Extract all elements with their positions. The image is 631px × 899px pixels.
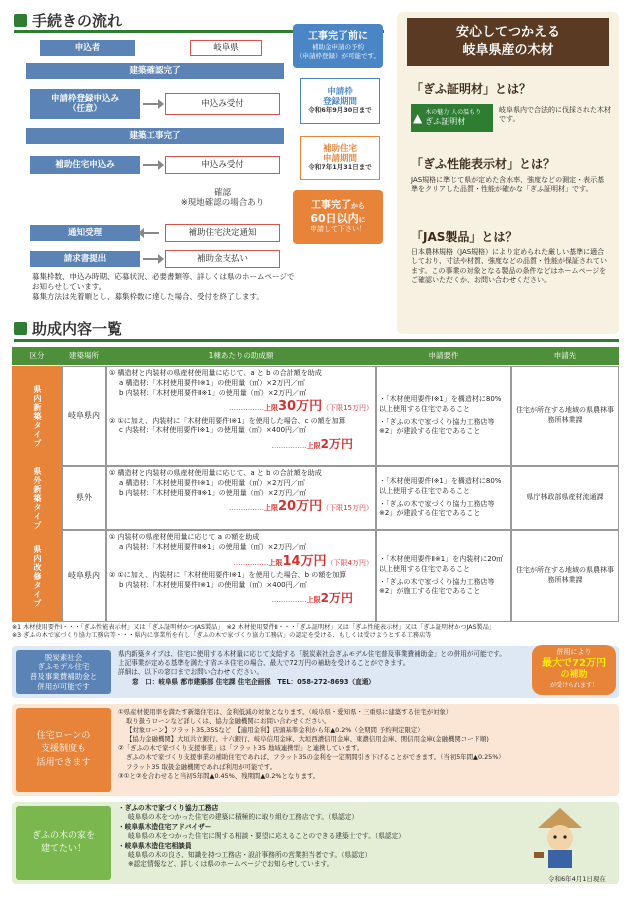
cap1-b: 30万円 <box>277 399 323 415</box>
accept2-label: 申込み受付 <box>201 159 244 170</box>
arrow-right-icon <box>143 164 159 166</box>
badge2: 最大で72万円 <box>542 658 606 670</box>
cap4-c: （下限4万円） <box>326 558 373 567</box>
before-box <box>293 24 383 68</box>
accept1-label: 申込み受付 <box>201 98 244 109</box>
within-d: に <box>358 216 366 225</box>
check-label: 確認 <box>213 187 231 198</box>
combo-text <box>118 650 528 687</box>
cap1-c: （下限15万円） <box>322 404 373 413</box>
cap2: ……………上限2万円 <box>271 437 353 452</box>
quota-opt-label: （任意） <box>67 104 102 114</box>
build-h2: ・岐阜県木造住宅アドバイザー <box>118 822 212 831</box>
build-t3: 岐阜県の木の良さ、知識を持つ工務店・設計事務所の営業担当者です。（県認定） <box>128 850 372 859</box>
mascot-icon <box>530 806 590 872</box>
type3-cell <box>12 530 62 622</box>
dest2: 県庁林政部県産材流通課 <box>526 493 604 502</box>
wood-panel <box>397 12 619 334</box>
wood-q3: 「JAS製品」とは？ <box>411 230 518 244</box>
decide-label: 補助住宅決定通知 <box>188 227 257 238</box>
section-mark-icon <box>14 14 27 27</box>
req2b: ・「ぎふの木で家づくり協力工務店等※2」が建設する住宅であること <box>379 499 495 518</box>
dest3: 住宅が所在する地域の県農林事務所林業課 <box>516 566 614 584</box>
footnotes <box>12 624 619 641</box>
pref-label: 岐阜県 <box>213 42 239 53</box>
r1d: ② ①に加え、内装材に「木材使用要件Ⅰ※1」を使用した場合、c の額を加算 <box>109 416 346 425</box>
accept1-box <box>165 93 280 115</box>
fn1: ※1 木材使用要件Ⅰ・・・「ぎふ性能表示材」又は「ぎふ証明材かつJAS製品」 ※2 木材使用要件Ⅱ・・・「ぎふ証明材」又は「ぎふ性能表示材」又は「ぎふ証明材かつJAS製品」 <box>12 624 495 631</box>
r1c: b 内装材:「木材使用要件Ⅱ※1」の使用量（㎥）×2万円／㎥ <box>119 388 307 397</box>
type1-label: 県内新築タイプ <box>33 384 42 448</box>
arrow-right-icon <box>143 103 159 105</box>
period2-date: 令和7年1月31日まで <box>308 163 372 172</box>
req1-cell <box>376 366 511 466</box>
period1-title: 申請枠 <box>327 86 353 97</box>
loan-t7: フラット35 取扱金融機関であれば利用が可能です。 <box>126 762 277 771</box>
check-box <box>165 185 280 211</box>
build-text <box>118 804 518 870</box>
dest3-cell <box>511 530 619 622</box>
wood-head1: 安心してつかえる <box>455 25 560 40</box>
r2b: a 構造材:「木材使用要件Ⅰ※1」の使用量（㎥）×2万円／㎥ <box>119 478 305 487</box>
r2a: ① 構造材と内装材の県産材使用量に応じて、a と b の合計額を助成 <box>109 469 322 477</box>
req1b: ・「ぎふの木で家づくり協力工務店等※2」が建設する住宅であること <box>379 417 495 436</box>
col-place: 建築場所 <box>69 351 99 360</box>
wood-header <box>407 18 609 66</box>
before-note2: （申請枠登録）が可能です。 <box>296 52 380 60</box>
col-dest: 申請先 <box>553 351 577 360</box>
combo-label <box>16 650 111 694</box>
invoice-label: 請求書提出 <box>63 253 107 264</box>
within-e: 申請して下さい！ <box>310 225 366 234</box>
col-type: 区分 <box>29 351 45 360</box>
req3a: ・「木材使用要件Ⅱ※1」を内装材に20㎡以上使用する住宅であること <box>379 554 504 573</box>
amount3-cell <box>106 530 376 622</box>
wood-q2: 「ぎふ性能表示材」とは？ <box>411 157 556 171</box>
loan-text <box>118 708 616 781</box>
pay-label: 補助金支払い <box>196 253 248 264</box>
cap5: ……………上限2万円 <box>271 591 353 606</box>
cap1: ……………上限30万円（下限15万円） <box>228 399 373 415</box>
combo-label4: 併用が可能です <box>37 681 90 691</box>
applicant-box <box>40 40 135 56</box>
invoice-box <box>30 251 140 267</box>
cap3-a: 上限 <box>263 504 278 513</box>
cap5-b: 2万円 <box>320 591 353 606</box>
loan-t4: 【協力金融機関】大垣共立銀行、十六銀行、岐阜信用金庫、大垣西濃信用金庫、東濃信用金庫、関信用金庫(金融機関コード順) <box>126 735 489 744</box>
amount1-cell <box>106 366 376 466</box>
r2c: b 内装材:「木材使用要件Ⅱ※1」の使用量（㎥）×2万円／㎥ <box>119 488 307 497</box>
col-amount: 1棟あたりの助成額 <box>208 351 274 360</box>
before-title: 工事完了前に <box>308 31 368 43</box>
r1b: a 構造材:「木材使用要件Ⅰ※1」の使用量（㎥）×2万円／㎥ <box>119 378 305 387</box>
notice-recv-box <box>30 225 140 241</box>
period1-box <box>300 78 380 124</box>
loan-label <box>16 708 111 792</box>
cap3: ……………上限20万円（下限15万円） <box>228 499 373 515</box>
req3b: ・「ぎふの木で家づくり協力工務店等※2」が施工する住宅であること <box>379 577 495 596</box>
r3d: ② ①に加え、内装材に「木材使用要件Ⅰ※1」を使用した場合、b の額を加算 <box>109 570 347 579</box>
place1-label: 岐阜県内 <box>68 411 100 421</box>
cap4-a: 上限 <box>268 558 283 567</box>
badge4: が受けられます！ <box>549 681 598 689</box>
combo-label1: 脱炭素社会 <box>44 652 83 662</box>
notice-recv-label: 通知受理 <box>67 227 102 238</box>
period1-title2: 登録期間 <box>322 97 357 108</box>
within-b: から <box>351 202 365 211</box>
flow-note3: 募集方法は先着順とし、募集枠数に達した場合、受付を終了します。 <box>32 292 264 302</box>
loan-t3: 【対象ローン】フラット35,35Sなど 【適用金利】店頭基準金利から年▲0.2%（全期間 予約判定限定） <box>126 726 424 735</box>
build-h3: ・岐阜県木造住宅相談員 <box>118 841 192 850</box>
build-t2: 岐阜県の木をつかった住宅に関する相談・要望に応えることのできる建築士です。（県認定） <box>128 832 405 841</box>
wood-a1: 岐阜県内で合法的に伐採された木材です。 <box>499 106 611 124</box>
section-mark-icon <box>14 322 27 335</box>
logo-text1: 木の魅力 人の温もり <box>425 108 482 116</box>
build-t4: ※認定情報など、詳しくは県のホームページでお知らせしています。 <box>128 860 334 869</box>
type2-label: 県外新築タイプ <box>33 466 42 530</box>
cap3-c: （下限15万円） <box>322 504 373 513</box>
combo-label3: 普及事業費補助金と <box>29 672 98 681</box>
loan-t8: ③①と②を合わせると当初5年間▲0.45%、残期間▲0.2%となります。 <box>118 771 320 780</box>
place2-cell <box>62 466 106 530</box>
arrow-left-icon <box>143 232 159 234</box>
r3a: ① 内装材の県産材使用量に応じて a の額を助成 <box>109 533 260 541</box>
dest1-cell <box>511 366 619 466</box>
flow-note1: 募集枠数、申込み時期、応募状況、必要書類等、詳しくは県のホームページで <box>32 272 295 281</box>
date-label: 令和6年4月1日現在 <box>548 875 606 883</box>
badge3: の補助 <box>560 670 588 681</box>
confirm-done-label: 建築確認完了 <box>129 65 181 76</box>
before-note1: 補助金申請の予約 <box>312 43 364 52</box>
col-req: 申請要件 <box>428 351 459 360</box>
r1e: c 内装材:「木材使用要件Ⅰ※1」の使用量（㎥）×400円／㎥ <box>119 426 307 435</box>
type3-label: 県内改修タイプ <box>33 544 42 608</box>
place2-label: 県外 <box>76 493 92 503</box>
pref-box <box>190 40 262 56</box>
place3-label: 岐阜県内 <box>68 571 100 581</box>
combo-badge <box>532 645 616 695</box>
quota-apply-label: 申請枠登録申込み <box>50 93 119 104</box>
cap5-a: 上限 <box>306 596 321 605</box>
combo-label2: ぎふモデル住宅 <box>37 662 90 672</box>
build-t1: 岐阜県の木をつかった住宅の建築に積極的に取り組む工務店です。（県認定） <box>128 813 359 822</box>
quota-apply-box <box>30 89 140 119</box>
loan-label3: 活用できます <box>36 757 91 768</box>
type1-cell <box>12 366 62 466</box>
cap4: ……………上限14万円（下限4万円） <box>233 553 373 569</box>
dest1: 住宅が所在する地域の県農林事務所林業課 <box>516 406 614 424</box>
cap3-b: 20万円 <box>277 499 323 515</box>
period1-date: 令和6年9月30日まで <box>308 106 372 115</box>
wood-a2: JAS規格に準じて県が定めた含水率、強度などの測定・表示基準をクリアした品質・性能が確かな「ぎふ証明材」です。 <box>411 176 605 194</box>
decide-box <box>165 224 280 242</box>
combo-t2: 上記事業が定める基準を満たす省エネ住宅の場合、最大で72万円の補助を受けることができます。 <box>118 659 410 668</box>
req1a: ・「木材使用要件Ⅰ※1」を構造材に80%以上使用する住宅であること <box>379 394 502 413</box>
build-label <box>16 806 111 880</box>
build-h1: ・ぎふの木で家づくり協力工務店 <box>118 804 219 812</box>
subsidy-apply-box <box>30 156 140 174</box>
req2-cell <box>376 466 511 530</box>
period2-box <box>300 136 380 180</box>
cap2-b: 2万円 <box>320 437 353 452</box>
loan-t1: ①県産材使用率を満たす新築住宅は、金利低減の対象となります。（岐阜県・愛知県・三重県に建築する住宅が対象） <box>118 708 453 716</box>
subsidy-apply-label: 補助住宅申込み <box>55 159 115 170</box>
amount2-cell <box>106 466 376 530</box>
flow-note2: お知らせしています。 <box>32 282 107 292</box>
pay-box <box>165 250 280 268</box>
dest2-cell <box>511 466 619 530</box>
place1-cell <box>62 366 106 466</box>
within-a: 工事完了 <box>311 200 351 212</box>
loan-t6: ぎふの木で家づくり支援事業の補助住宅であれば、フラット35の金利を一定期間引き下げることができます。（当初5年間▲0.25%） <box>126 753 505 762</box>
wood-q1: 「ぎふ証明材」とは？ <box>411 82 532 96</box>
loan-label1: 住宅ローンの <box>36 730 91 741</box>
subsidy-title: 助成内容一覧 <box>32 320 123 338</box>
subsidy-underline <box>14 339 619 342</box>
subsidy-heading <box>14 318 122 339</box>
r3b: a 内装材:「木材使用要件Ⅱ※1」の使用量（㎥）×2万円／㎥ <box>119 542 306 551</box>
wood-head2: 岐阜県産の木材 <box>462 43 554 59</box>
tree-icon: ▲ <box>413 111 423 125</box>
accept2-box <box>165 156 280 174</box>
combo-t3: 詳細は、以下の窓口までお問い合わせください。 <box>118 668 264 677</box>
build-label1: ぎふの木の家を <box>31 830 95 841</box>
arrow-right-icon <box>143 258 159 260</box>
req2a: ・「木材使用要件Ⅰ※1」を構造材に80%以上使用する住宅であること <box>379 476 502 495</box>
applicant-label: 申込者 <box>74 42 101 53</box>
type2-cell <box>12 466 62 530</box>
flow-notes <box>32 272 392 302</box>
logo-text2: ぎふ証明材 <box>425 116 466 126</box>
fn2: ※3 ぎふの木で家づくり協力工務店等・・・県内に事業所を有し「ぎふの木で家づくり協力工務店」の認定を受ける、もしくは受けようとする工務店等 <box>12 632 432 640</box>
loan-t5: ②「ぎふの木で家づくり支援事業」は「フラット35 地域連携型」と連携しています。 <box>118 744 364 753</box>
build-label2: 建てたい！ <box>40 844 86 854</box>
gifu-cert-logo <box>411 104 493 132</box>
combo-contact: 窓 口：岐阜県 都市建築部 住宅課 住宅企画係 TEL：058-272-8693（直通） <box>132 677 375 686</box>
construct-done-bar <box>26 128 284 144</box>
period2-title: 補助住宅 <box>322 143 357 154</box>
loan-t2: 取り扱うローンなど詳しくは、協力金融機関にお問い合わせください。 <box>126 717 331 726</box>
period2-title2: 申請期間 <box>322 154 357 165</box>
wood-a3: 日本農林規格（JAS規格）により定められた厳しい基準に適合しており、寸法や材質、強度などの品質・性能が保証されています。この事業の対象となる製品の条件などはホームページをご確認いただくか、お問い合わせください。 <box>411 248 607 285</box>
cap4-b: 14万円 <box>282 553 327 569</box>
r1a: ① 構造材と内装材の県産材使用量に応じて、a と b の合計額を助成 <box>109 369 322 377</box>
badge1: 併用により <box>556 648 592 656</box>
within-box <box>293 190 383 244</box>
place3-cell <box>62 530 106 622</box>
construct-done-label: 建築工事完了 <box>129 130 181 141</box>
req3-cell <box>376 530 511 622</box>
cap2-a: 上限 <box>306 442 321 451</box>
combo-t1: 県内新築タイプは、住宅に使用する木材量に応じて支給する「脱炭素社会ぎふモデル住宅普及事業費補助金」との併用が可能です。 <box>118 650 506 658</box>
loan-label2: 支援制度も <box>40 744 86 755</box>
check-note: ※現地確認の場合あり <box>180 198 265 208</box>
flow-heading <box>14 10 122 31</box>
flow-title: 手続きの流れ <box>32 12 123 30</box>
confirm-done-bar <box>26 63 284 79</box>
cap1-a: 上限 <box>263 404 278 413</box>
within-c: 60日以内 <box>310 212 359 226</box>
r3e: b 内装材:「木材使用要件Ⅰ※1」の使用量（㎥）×400円／㎥ <box>119 580 307 589</box>
